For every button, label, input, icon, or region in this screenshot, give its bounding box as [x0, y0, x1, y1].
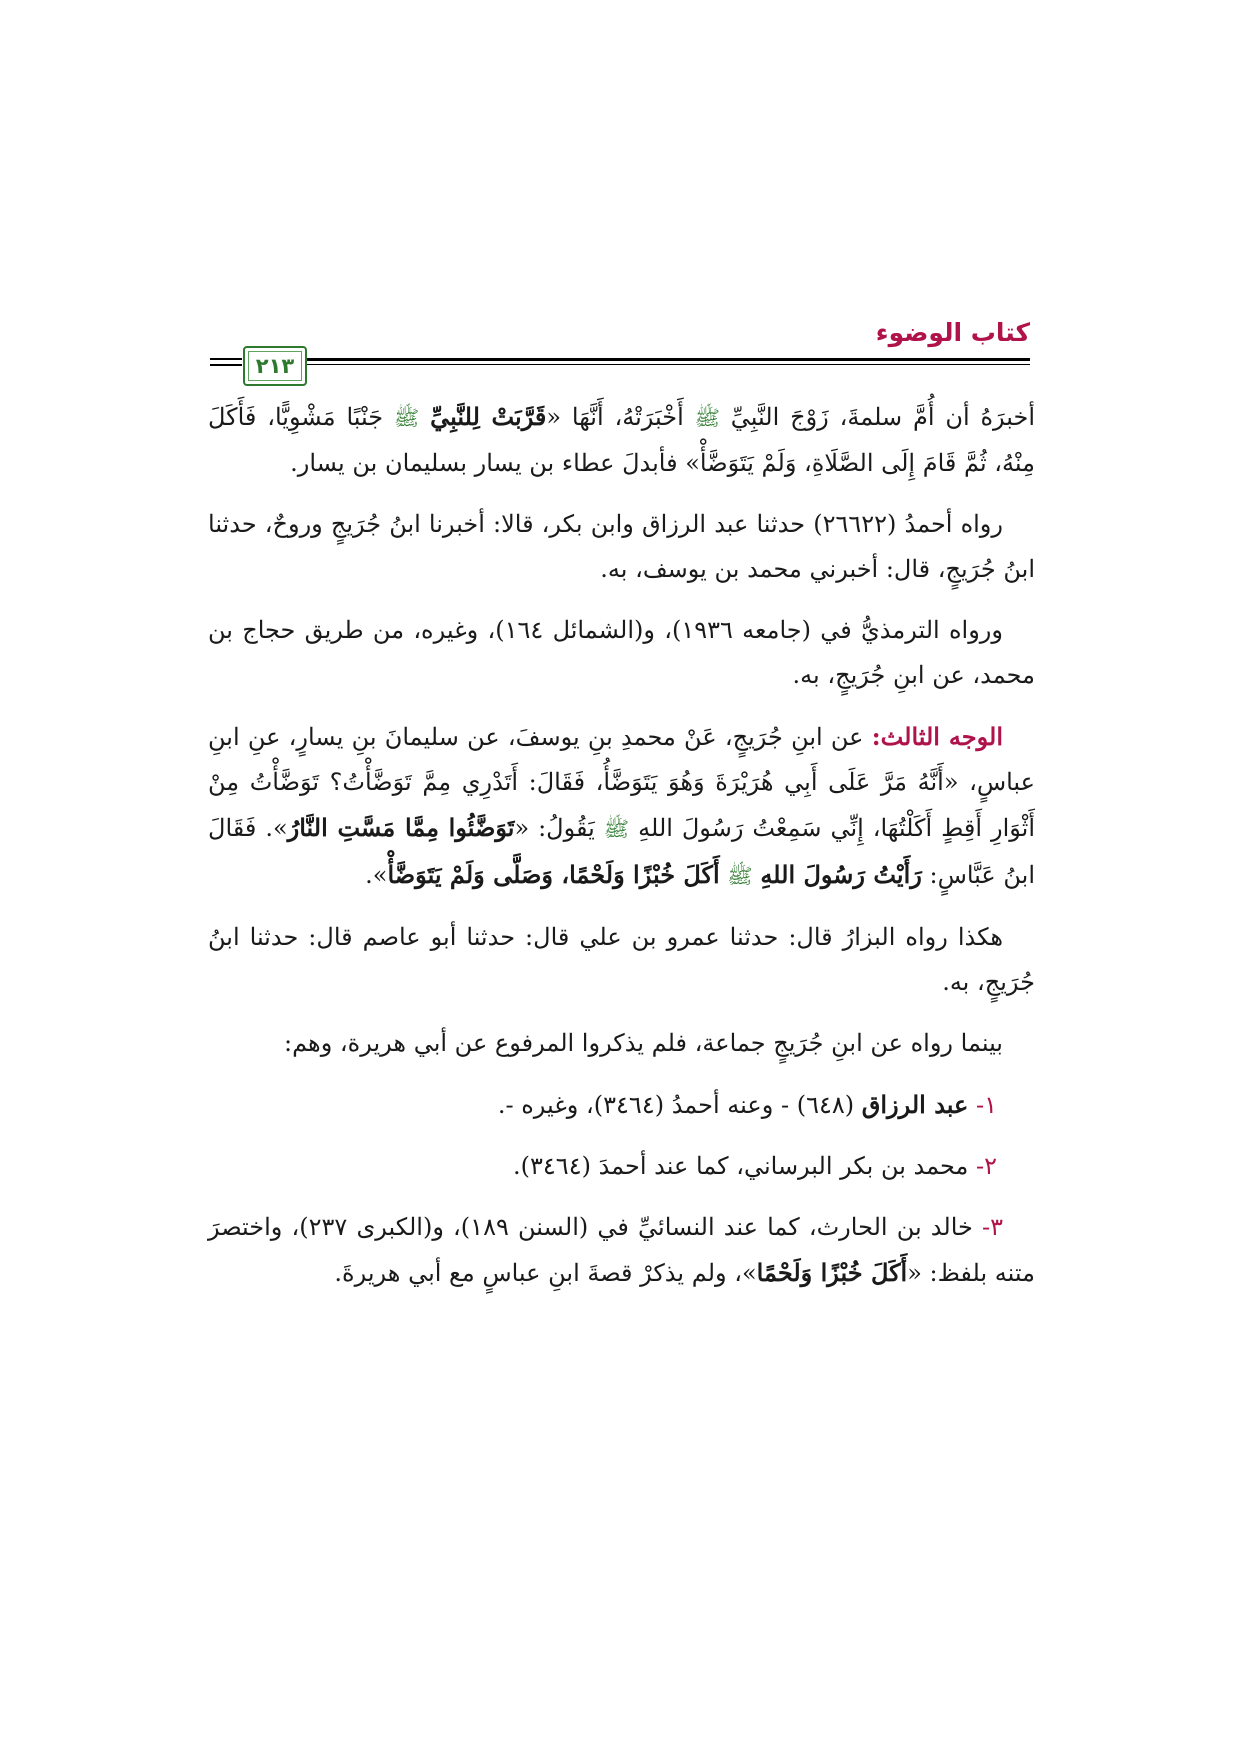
- chapter-title: كتاب الوضوء: [875, 318, 1030, 347]
- paragraph: [208, 608, 1035, 698]
- text-run: (٦٤٨) - وعنه أحمدُ (٣٤٦٤)، وغيره -.: [497, 1091, 862, 1119]
- salawat-glyph: ﷺ: [603, 817, 630, 841]
- text-run: أَخْبَرَتْهُ، أَنَّهَا «: [546, 403, 695, 431]
- text-run: عن ابنِ جُرَيجٍ، عَنْ محمدِ بنِ يوسفَ، عن سليمانَ بنِ يسارٍ، عنِ ابنِ عباسٍ، «أَنَّهُ مَرَّ عَلَى أَبِي هُرَيْرَةَ وَهُوَ يَتَوَضَّأُ، فَقَالَ: أَتَدْرِي مِمَّ تَوَضَّأْتُ؟ تَوَضَّأْتُ مِنْ أَثْوَارِ أَقِطٍ أَكَلْتُهَا، إِنِّي سَمِعْتُ رَسُولَ اللهِ: [208, 723, 1035, 842]
- paragraph: [208, 394, 1035, 486]
- text-run: »، ولم يذكرْ قصةَ ابنِ عباسٍ مع أبي هريرةَ.: [334, 1259, 757, 1287]
- header-rule-thin: [304, 364, 1030, 365]
- hadith-text: عبد الرزاق: [861, 1090, 969, 1119]
- header-rule-thick: [304, 358, 1030, 361]
- text-run: بينما رواه عن ابنِ جُرَيجٍ جماعة، فلم يذكروا المرفوع عن أبي هريرة، وهم:: [283, 1029, 1003, 1057]
- paragraph: [208, 714, 1035, 899]
- hadith-text: تَوَضَّئُوا مِمَّا مَسَّتِ النَّارُ: [287, 813, 515, 842]
- header-rule-stub-top: [210, 358, 242, 360]
- paragraph: [208, 915, 1035, 1005]
- salawat-glyph: ﷺ: [727, 864, 753, 888]
- hadith-text: قَرَّبَتْ لِلنَّبِيِّ: [430, 402, 547, 431]
- page-number: ٢١٣: [255, 354, 295, 378]
- page-body: [208, 394, 1035, 1312]
- hadith-text: رَأَيْتُ رَسُولَ اللهِ: [760, 860, 922, 889]
- paragraph: [208, 1021, 1035, 1066]
- text-run: ورواه الترمذيُّ في (جامعه ١٩٣٦)، و(الشمائل ١٦٤)، وغيره، من طريق حجاج بن محمد، عن ابنِ جُرَيجٍ، به.: [208, 616, 1035, 689]
- text-run: ». فَقَالَ ابنُ عَبَّاسٍ:: [208, 814, 1035, 889]
- text-run: جَنْبًا مَشْوِيًّا، فَأَكَلَ مِنْهُ، ثُمَّ قَامَ إِلَى الصَّلَاةِ، وَلَمْ يَتَوَضَّأْ» فأبدلَ عطاء بن يسار بسليمان بن يسار.: [208, 403, 1035, 477]
- list-number: ٣-: [972, 1213, 1003, 1241]
- text-run: يَقُولُ: «: [514, 814, 604, 842]
- paragraph: [208, 1205, 1035, 1296]
- page-number-badge: [243, 346, 307, 386]
- hadith-text: أَكَلَ خُبْزًا وَلَحْمًا، وَصَلَّى وَلَمْ يَتَوَضَّأْ: [387, 860, 720, 889]
- list-number: ١-: [968, 1091, 997, 1119]
- text-run: خالد بن الحارث، كما عند النسائيِّ في (السنن ١٨٩)، و(الكبرى ٢٣٧)، واختصرَ متنه بلفظ: «: [208, 1213, 1035, 1287]
- text-run: هكذا رواه البزارُ قال: حدثنا عمرو بن علي قال: حدثنا أبو عاصم قال: حدثنا ابنُ جُرَيجٍ، به.: [208, 923, 1035, 996]
- paragraph: [208, 502, 1035, 592]
- page-header: [0, 0, 1240, 400]
- section-label: الوجه الثالث:: [871, 722, 1003, 751]
- salawat-glyph: ﷺ: [694, 406, 720, 430]
- hadith-text: أَكَلَ خُبْزًا وَلَحْمًا: [756, 1258, 908, 1287]
- text-run: أخبرَهُ أن أُمَّ سلمةَ، زَوْجَ النَّبِيِّ: [719, 403, 1036, 431]
- list-number: ٢-: [968, 1152, 997, 1180]
- list-item: [208, 1144, 1035, 1189]
- text-run: ».: [365, 861, 388, 889]
- text-run: رواه أحمدُ (٢٦٦٢٢) حدثنا عبد الرزاق وابن بكر، قالا: أخبرنا ابنُ جُرَيجٍ وروحٌ، حدثنا ابنُ جُرَيجٍ، قال: أخبرني محمد بن يوسف، به.: [208, 510, 1035, 583]
- text-run: [419, 403, 430, 431]
- list-item: [208, 1082, 1035, 1128]
- header-rule-stub-bottom: [210, 364, 242, 366]
- salawat-glyph: ﷺ: [393, 406, 420, 430]
- text-run: محمد بن بكر البرساني، كما عند أحمدَ (٣٤٦٤).: [513, 1152, 969, 1180]
